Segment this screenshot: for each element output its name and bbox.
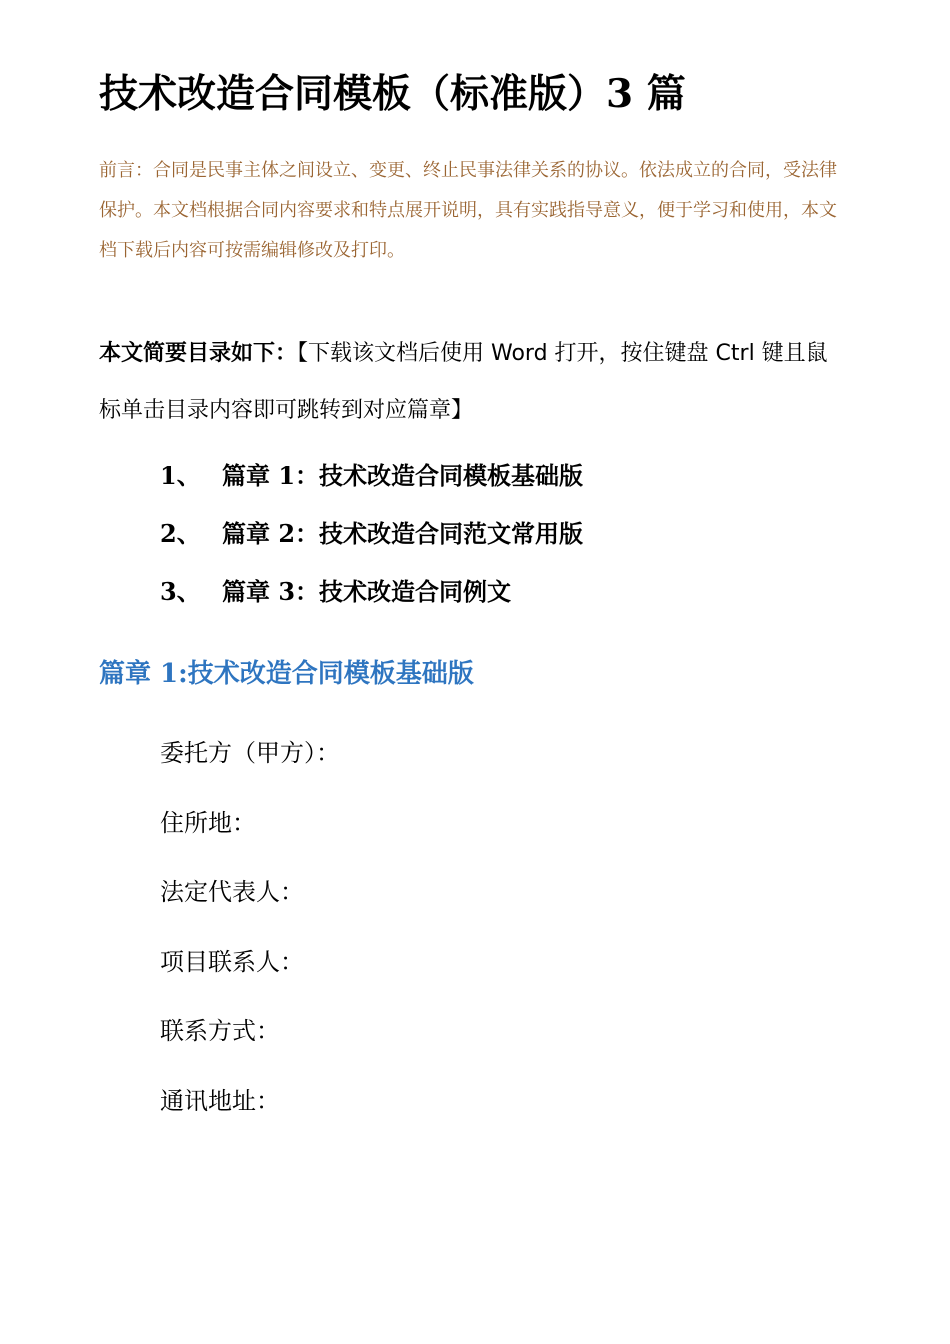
toc-heading xyxy=(99,325,839,439)
toc-link-chapter-1[interactable]: 篇章 1：技术改造合同模板基础版 xyxy=(222,461,584,490)
field-address: 住所地： xyxy=(160,808,256,837)
field-project-contact: 项目联系人： xyxy=(160,947,304,976)
toc-item xyxy=(160,505,860,563)
toc-heading-label: 本文简要目录如下： xyxy=(99,341,298,366)
toc-item-number: 3、 xyxy=(160,577,201,606)
toc-item xyxy=(160,563,860,621)
toc-item xyxy=(160,447,860,505)
toc-link-chapter-2[interactable]: 篇章 2：技术改造合同范文常用版 xyxy=(222,519,584,548)
field-mailing-address: 通讯地址： xyxy=(160,1086,280,1115)
toc-item-number: 1、 xyxy=(160,461,201,490)
field-client-party: 委托方（甲方）： xyxy=(160,739,340,767)
document-title: 技术改造合同模板（标准版）3 篇 xyxy=(99,71,686,117)
chapter-1-heading: 篇章 1:技术改造合同模板基础版 xyxy=(99,659,474,689)
contract-fields xyxy=(160,719,860,1136)
toc-heading-note: 【下载该文档后使用 Word 打开，按住键盘 Ctrl 键且鼠标单击目录内容即可跳转到对应篇章】 xyxy=(99,341,828,423)
table-of-contents xyxy=(160,447,860,621)
field-legal-representative: 法定代表人： xyxy=(160,878,304,906)
toc-link-chapter-3[interactable]: 篇章 3：技术改造合同例文 xyxy=(222,577,512,606)
field-contact-method: 联系方式： xyxy=(160,1017,280,1045)
preface-paragraph: 前言：合同是民事主体之间设立、变更、终止民事法律关系的协议。依法成立的合同，受法律保护。本文档根据合同内容要求和特点展开说明，具有实践指导意义，便于学习和使用，本文档下载后内容可按需编辑修改及打印。 xyxy=(99,160,837,261)
toc-item-number: 2、 xyxy=(160,519,201,548)
